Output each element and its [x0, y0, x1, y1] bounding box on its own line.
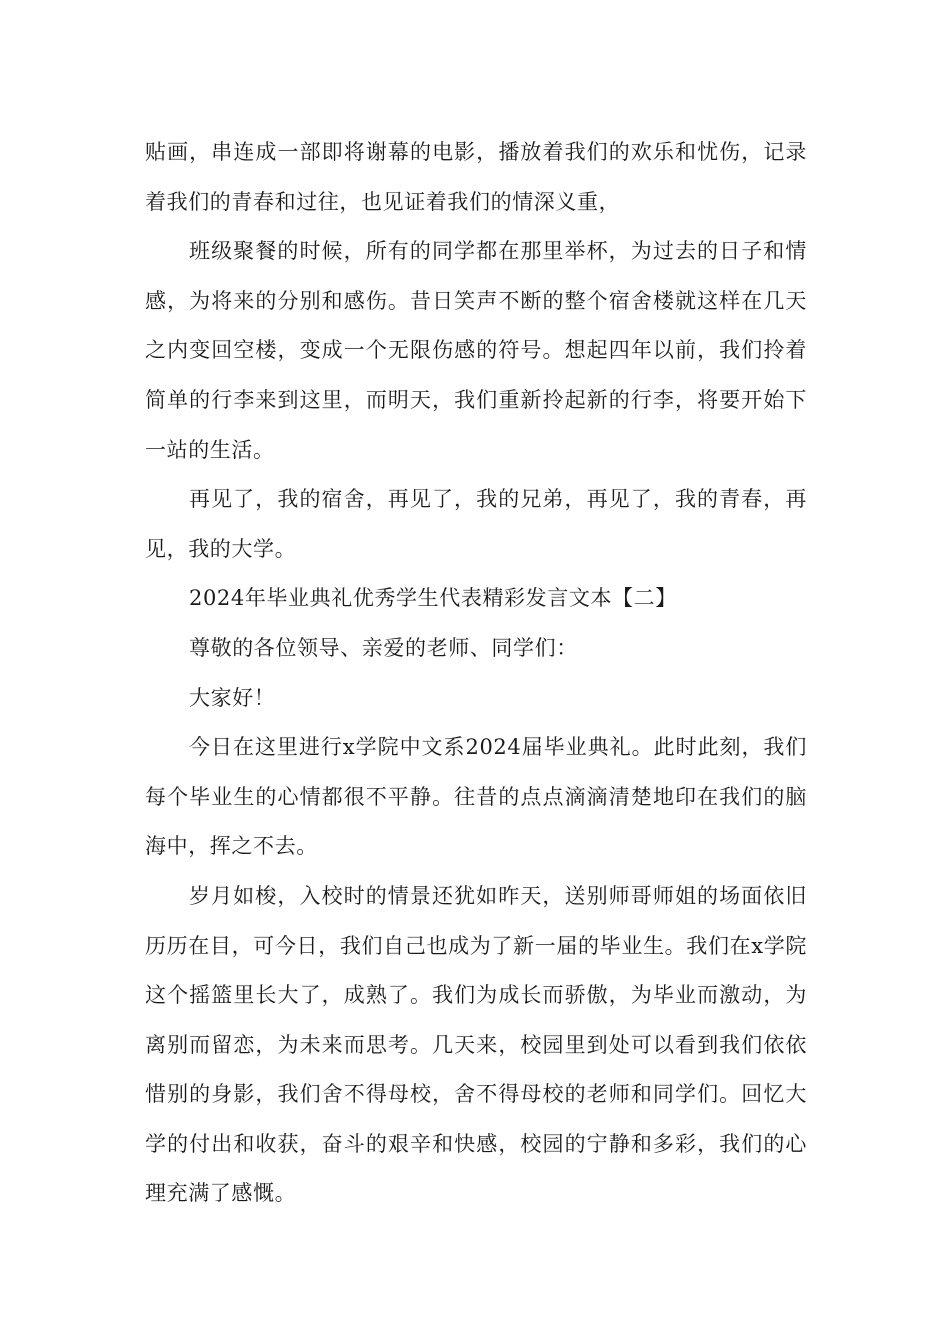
document-body — [145, 128, 807, 1219]
paragraph-time-flies: 岁月如梭，入校时的情景还犹如昨天，送别师哥师姐的场面依旧历历在目，可今日，我们自己也成为了新一届的毕业生。我们在x学院这个摇篮里长大了，成熟了。我们为成长而骄傲，为毕业而激动，为离别而留恋，为未来而思考。几天来，校园里到处可以看到我们依依惜别的身影，我们舍不得母校，舍不得母校的老师和同学们。回忆大学的付出和收获，奋斗的艰辛和快感，校园的宁静和多彩，我们的心理充满了感慨。 — [145, 883, 807, 1206]
section-heading: 2024年毕业典礼优秀学生代表精彩发言文本【二】 — [189, 586, 677, 611]
paragraph-continuation: 贴画，串连成一部即将谢幕的电影，播放着我们的欢乐和忧伤，记录着我们的青春和过往，也见证着我们的情深义重， — [145, 140, 807, 214]
salutation: 尊敬的各位领导、亲爱的老师、同学们： — [189, 635, 578, 660]
paragraph-farewell: 再见了，我的宿舍，再见了，我的兄弟，再见了，我的青春，再见，我的大学。 — [145, 487, 807, 561]
paragraph-class-dinner: 班级聚餐的时候，所有的同学都在那里举杯，为过去的日子和情感，为将来的分别和感伤。昔日笑声不断的整个宿舍楼就这样在几天之内变回空楼，变成一个无限伤感的符号。想起四年以前，我们拎着简单的行李来到这里，而明天，我们重新拎起新的行李，将要开始下一站的生活。 — [145, 239, 807, 462]
paragraph-ceremony-intro: 今日在这里进行x学院中文系2024届毕业典礼。此时此刻，我们每个毕业生的心情都很不平静。往昔的点点滴滴清楚地印在我们的脑海中，挥之不去。 — [145, 735, 807, 859]
greeting: 大家好！ — [189, 685, 276, 710]
